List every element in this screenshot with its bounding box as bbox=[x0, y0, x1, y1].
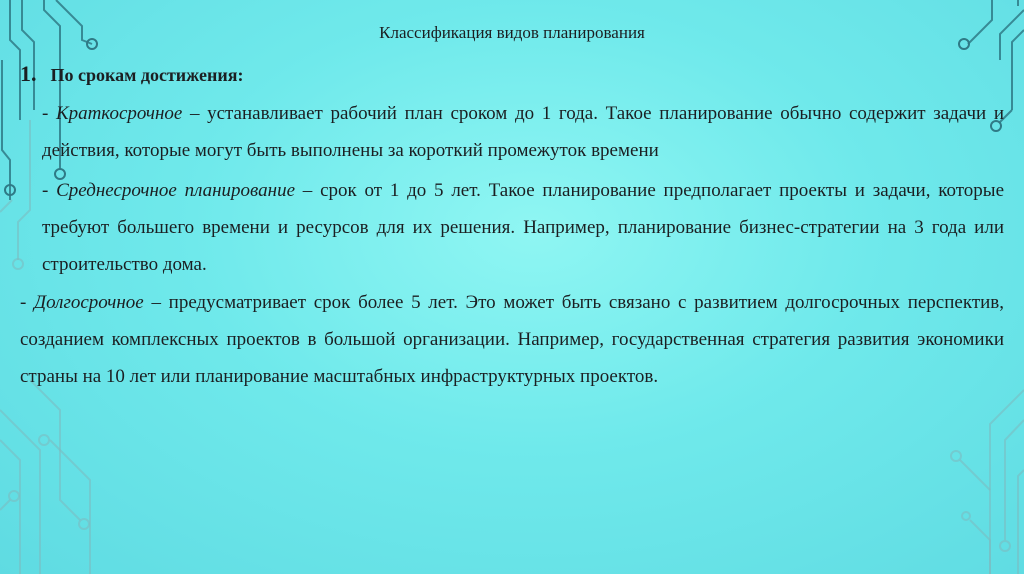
heading-text: По срокам достижения: bbox=[50, 65, 244, 85]
item-short-term bbox=[42, 95, 1004, 169]
item-text: – срок от 1 до 5 лет. Такое планирование предполагает проекты и задачи, которые требуют большего времени и ресурсов для их решения. Например, планирование бизнес-стратегии на 3 года или строительство дома. bbox=[42, 180, 1005, 275]
item-term: Краткосрочное bbox=[55, 103, 183, 124]
item-medium-term bbox=[42, 172, 1004, 283]
item-long-term bbox=[20, 284, 1004, 395]
item-dash: - bbox=[42, 103, 56, 124]
item-dash: - bbox=[20, 292, 35, 313]
item-dash: - bbox=[42, 180, 57, 201]
item-term: Среднесрочное планирование bbox=[56, 180, 296, 201]
heading-number: 1. bbox=[20, 61, 37, 86]
item-term: Долгосрочное bbox=[34, 292, 144, 313]
item-text: – устанавливает рабочий план сроком до 1 года. Такое планирование обычно содержит задачи и действия, которые могут быть выполнены за короткий промежуток времени bbox=[42, 103, 1004, 161]
item-text: – предусматривает срок более 5 лет. Это может быть связано с развитием долгосрочных перспектив, созданием комплексных проектов в большой организации. Например, государственная стратегия развития экономики страны на 10 лет или планирование масштабных инфраструктурных проектов. bbox=[20, 292, 1005, 387]
slide-title: Классификация видов планирования bbox=[379, 23, 645, 42]
section-heading bbox=[20, 61, 243, 87]
